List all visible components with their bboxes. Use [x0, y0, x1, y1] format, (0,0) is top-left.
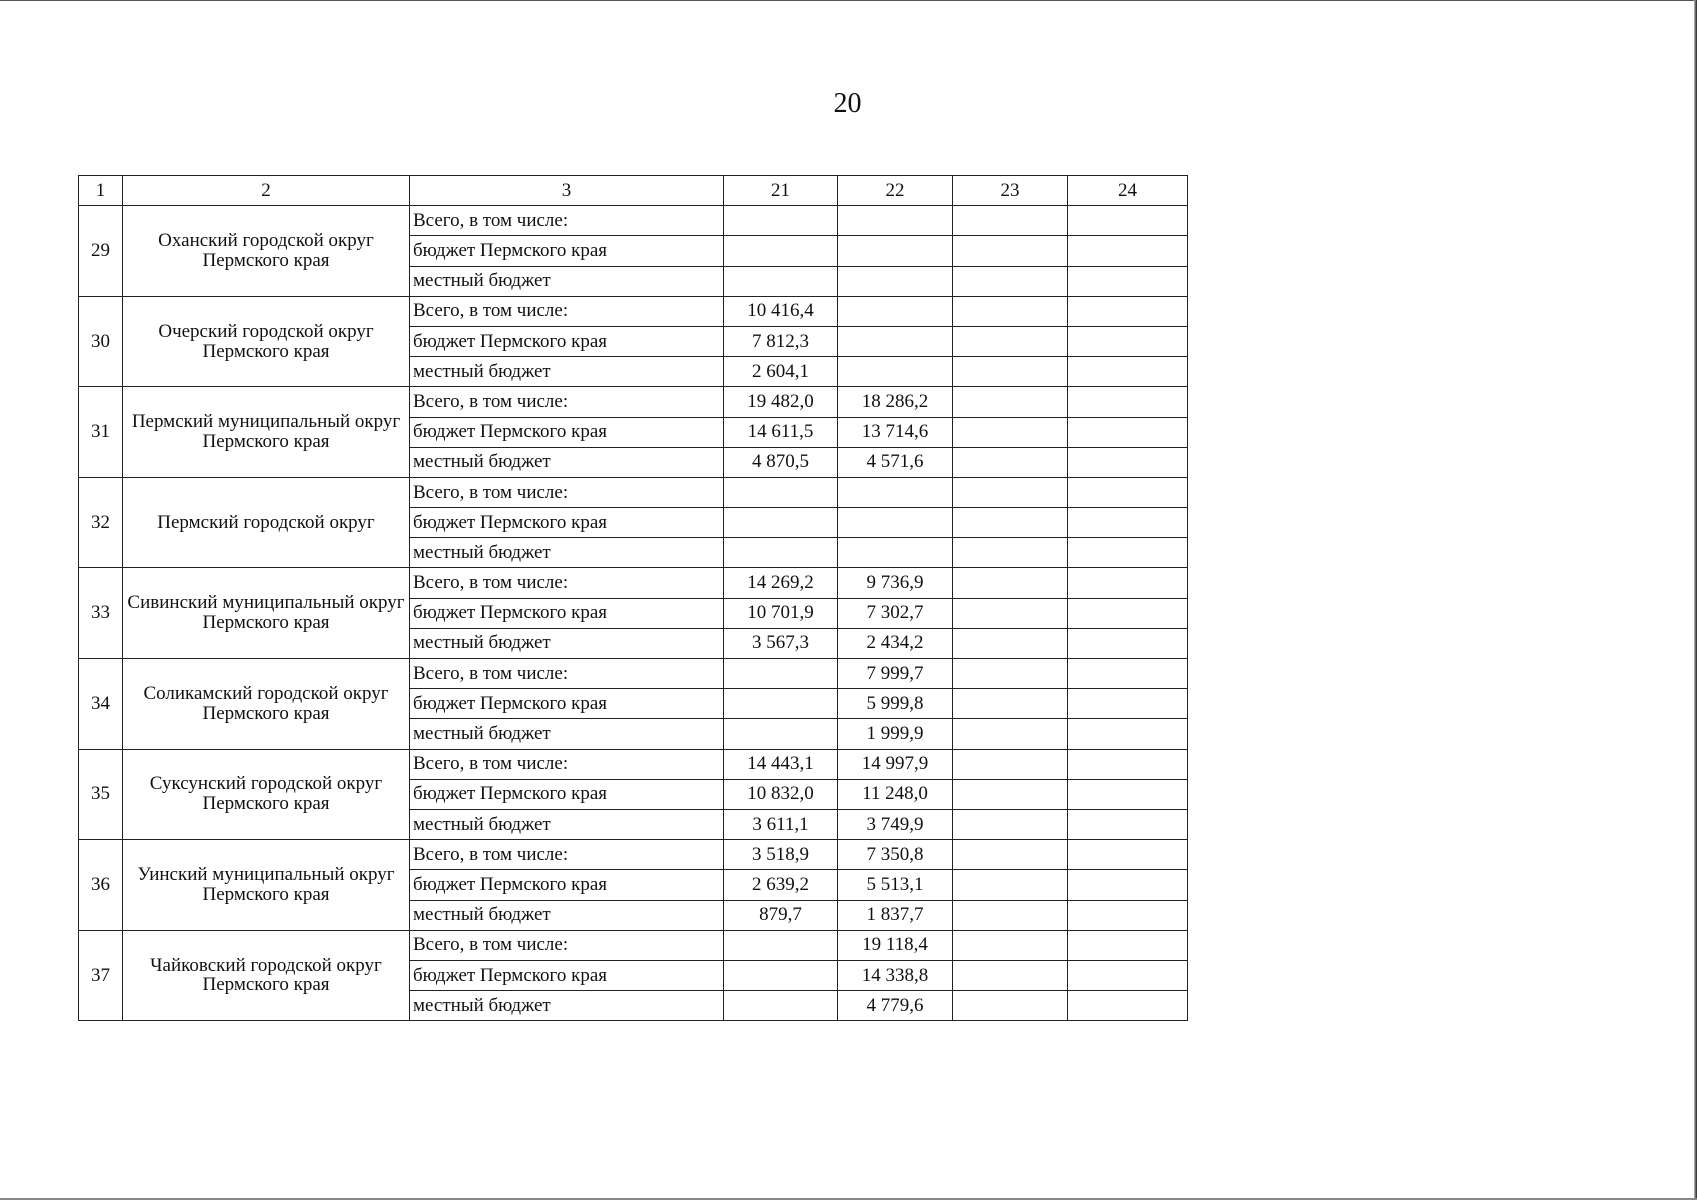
row-number-cell: 33 [79, 568, 123, 659]
value-cell-col-21: 14 269,2 [724, 568, 838, 598]
value-cell-col-21: 10 416,4 [724, 296, 838, 326]
value-cell-col-23 [953, 568, 1068, 598]
funding-source-cell: Всего, в том числе: [410, 749, 724, 779]
funding-source-cell: Всего, в том числе: [410, 568, 724, 598]
value-cell-col-23 [953, 447, 1068, 477]
header-cell-col-1: 1 [79, 176, 123, 206]
page-number: 20 [833, 88, 862, 119]
value-cell-col-24 [1068, 236, 1188, 266]
value-cell-col-22: 7 999,7 [838, 659, 953, 689]
value-cell-col-21 [724, 236, 838, 266]
header-cell-col-24: 24 [1068, 176, 1188, 206]
table-body [79, 176, 1188, 1021]
municipality-name-cell: Очерский городской округ Пермского края [123, 296, 410, 387]
funding-source-cell: местный бюджет [410, 809, 724, 839]
row-number-cell: 34 [79, 659, 123, 750]
value-cell-col-21: 14 611,5 [724, 417, 838, 447]
funding-source-cell: местный бюджет [410, 357, 724, 387]
row-number-cell: 30 [79, 296, 123, 387]
value-cell-col-22: 5 513,1 [838, 870, 953, 900]
funding-source-cell: бюджет Пермского края [410, 598, 724, 628]
value-cell-col-21 [724, 659, 838, 689]
value-cell-col-21: 4 870,5 [724, 447, 838, 477]
value-cell-col-22 [838, 266, 953, 296]
value-cell-col-23 [953, 991, 1068, 1021]
value-cell-col-23 [953, 779, 1068, 809]
value-cell-col-22: 4 779,6 [838, 991, 953, 1021]
value-cell-col-21: 2 639,2 [724, 870, 838, 900]
table-row [79, 749, 1188, 779]
value-cell-col-23 [953, 960, 1068, 990]
value-cell-col-21 [724, 930, 838, 960]
value-cell-col-21 [724, 477, 838, 507]
value-cell-col-23 [953, 628, 1068, 658]
municipality-name-cell: Чайковский городской округ Пермского края [123, 930, 410, 1021]
value-cell-col-23 [953, 266, 1068, 296]
value-cell-col-24 [1068, 719, 1188, 749]
value-cell-col-24 [1068, 296, 1188, 326]
funding-source-cell: бюджет Пермского края [410, 689, 724, 719]
value-cell-col-24 [1068, 991, 1188, 1021]
value-cell-col-22: 4 571,6 [838, 447, 953, 477]
value-cell-col-24 [1068, 266, 1188, 296]
value-cell-col-24 [1068, 628, 1188, 658]
value-cell-col-22: 14 338,8 [838, 960, 953, 990]
municipality-name-cell: Суксунский городской округ Пермского края [123, 749, 410, 840]
municipality-name-cell: Сивинский муниципальный округ Пермского края [123, 568, 410, 659]
value-cell-col-24 [1068, 568, 1188, 598]
value-cell-col-22: 5 999,8 [838, 689, 953, 719]
value-cell-col-22: 1 999,9 [838, 719, 953, 749]
value-cell-col-21: 879,7 [724, 900, 838, 930]
funding-source-cell: бюджет Пермского края [410, 960, 724, 990]
value-cell-col-24 [1068, 779, 1188, 809]
funding-source-cell: Всего, в том числе: [410, 296, 724, 326]
value-cell-col-24 [1068, 809, 1188, 839]
value-cell-col-22 [838, 538, 953, 568]
value-cell-col-23 [953, 236, 1068, 266]
value-cell-col-22 [838, 206, 953, 236]
value-cell-col-23 [953, 689, 1068, 719]
value-cell-col-22: 3 749,9 [838, 809, 953, 839]
municipality-name-cell: Пермский городской округ [123, 477, 410, 568]
municipality-name-cell: Соликамский городской округ Пермского края [123, 659, 410, 750]
value-cell-col-21: 10 701,9 [724, 598, 838, 628]
header-cell-col-23: 23 [953, 176, 1068, 206]
value-cell-col-24 [1068, 749, 1188, 779]
table-row [79, 387, 1188, 417]
header-cell-col-2: 2 [123, 176, 410, 206]
value-cell-col-24 [1068, 387, 1188, 417]
municipality-name-cell: Пермский муниципальный округ Пермского края [123, 387, 410, 478]
value-cell-col-21 [724, 508, 838, 538]
funding-source-cell: Всего, в том числе: [410, 659, 724, 689]
funding-source-cell: бюджет Пермского края [410, 870, 724, 900]
funding-source-cell: Всего, в том числе: [410, 930, 724, 960]
value-cell-col-24 [1068, 900, 1188, 930]
value-cell-col-24 [1068, 598, 1188, 628]
value-cell-col-23 [953, 870, 1068, 900]
value-cell-col-22 [838, 236, 953, 266]
funding-source-cell: местный бюджет [410, 628, 724, 658]
value-cell-col-24 [1068, 447, 1188, 477]
funding-source-cell: местный бюджет [410, 266, 724, 296]
funding-source-cell: бюджет Пермского края [410, 779, 724, 809]
value-cell-col-21: 3 611,1 [724, 809, 838, 839]
funding-source-cell: местный бюджет [410, 991, 724, 1021]
row-number-cell: 36 [79, 840, 123, 931]
value-cell-col-23 [953, 477, 1068, 507]
value-cell-col-23 [953, 930, 1068, 960]
funding-source-cell: бюджет Пермского края [410, 508, 724, 538]
value-cell-col-21 [724, 991, 838, 1021]
value-cell-col-24 [1068, 870, 1188, 900]
value-cell-col-23 [953, 387, 1068, 417]
value-cell-col-21: 10 832,0 [724, 779, 838, 809]
row-number-cell: 29 [79, 206, 123, 297]
funding-source-cell: местный бюджет [410, 719, 724, 749]
value-cell-col-24 [1068, 206, 1188, 236]
funding-source-cell: Всего, в том числе: [410, 840, 724, 870]
value-cell-col-22: 19 118,4 [838, 930, 953, 960]
value-cell-col-23 [953, 326, 1068, 356]
value-cell-col-22 [838, 357, 953, 387]
value-cell-col-24 [1068, 417, 1188, 447]
value-cell-col-21: 3 567,3 [724, 628, 838, 658]
value-cell-col-23 [953, 538, 1068, 568]
value-cell-col-21: 7 812,3 [724, 326, 838, 356]
funding-source-cell: Всего, в том числе: [410, 387, 724, 417]
value-cell-col-24 [1068, 840, 1188, 870]
header-cell-col-21: 21 [724, 176, 838, 206]
row-number-cell: 35 [79, 749, 123, 840]
municipality-name-cell: Уинский муниципальный округ Пермского края [123, 840, 410, 931]
table-row [79, 659, 1188, 689]
value-cell-col-22 [838, 326, 953, 356]
funding-source-cell: бюджет Пермского края [410, 417, 724, 447]
value-cell-col-23 [953, 357, 1068, 387]
row-number-cell: 37 [79, 930, 123, 1021]
table-row [79, 568, 1188, 598]
funding-source-cell: бюджет Пермского края [410, 326, 724, 356]
value-cell-col-22: 13 714,6 [838, 417, 953, 447]
value-cell-col-23 [953, 719, 1068, 749]
header-cell-col-3: 3 [410, 176, 724, 206]
table-row [79, 930, 1188, 960]
value-cell-col-23 [953, 508, 1068, 538]
value-cell-col-23 [953, 659, 1068, 689]
value-cell-col-23 [953, 840, 1068, 870]
budget-table [78, 175, 1188, 1021]
scan-edge-top [0, 0, 1697, 1]
row-number-cell: 31 [79, 387, 123, 478]
value-cell-col-23 [953, 809, 1068, 839]
value-cell-col-22: 7 302,7 [838, 598, 953, 628]
value-cell-col-24 [1068, 689, 1188, 719]
value-cell-col-24 [1068, 477, 1188, 507]
value-cell-col-24 [1068, 930, 1188, 960]
value-cell-col-21 [724, 960, 838, 990]
value-cell-col-22 [838, 508, 953, 538]
funding-source-cell: Всего, в том числе: [410, 206, 724, 236]
value-cell-col-21 [724, 266, 838, 296]
value-cell-col-24 [1068, 960, 1188, 990]
header-cell-col-22: 22 [838, 176, 953, 206]
value-cell-col-22: 18 286,2 [838, 387, 953, 417]
value-cell-col-24 [1068, 508, 1188, 538]
value-cell-col-24 [1068, 538, 1188, 568]
value-cell-col-22: 9 736,9 [838, 568, 953, 598]
value-cell-col-21 [724, 719, 838, 749]
table-row [79, 840, 1188, 870]
funding-source-cell: местный бюджет [410, 900, 724, 930]
value-cell-col-23 [953, 900, 1068, 930]
value-cell-col-23 [953, 749, 1068, 779]
value-cell-col-21: 14 443,1 [724, 749, 838, 779]
funding-source-cell: местный бюджет [410, 538, 724, 568]
table-row [79, 296, 1188, 326]
header-row [79, 176, 1188, 206]
value-cell-col-22 [838, 296, 953, 326]
value-cell-col-23 [953, 598, 1068, 628]
value-cell-col-24 [1068, 357, 1188, 387]
value-cell-col-21 [724, 689, 838, 719]
value-cell-col-22: 14 997,9 [838, 749, 953, 779]
value-cell-col-24 [1068, 659, 1188, 689]
value-cell-col-22 [838, 477, 953, 507]
table-row [79, 206, 1188, 236]
table-row [79, 477, 1188, 507]
value-cell-col-23 [953, 417, 1068, 447]
value-cell-col-22: 1 837,7 [838, 900, 953, 930]
funding-source-cell: местный бюджет [410, 447, 724, 477]
value-cell-col-21 [724, 538, 838, 568]
value-cell-col-21: 3 518,9 [724, 840, 838, 870]
value-cell-col-22: 11 248,0 [838, 779, 953, 809]
value-cell-col-23 [953, 296, 1068, 326]
value-cell-col-24 [1068, 326, 1188, 356]
funding-source-cell: Всего, в том числе: [410, 477, 724, 507]
municipality-name-cell: Оханский городской округ Пермского края [123, 206, 410, 297]
value-cell-col-21: 19 482,0 [724, 387, 838, 417]
value-cell-col-22: 2 434,2 [838, 628, 953, 658]
value-cell-col-22: 7 350,8 [838, 840, 953, 870]
funding-source-cell: бюджет Пермского края [410, 236, 724, 266]
row-number-cell: 32 [79, 477, 123, 568]
value-cell-col-21 [724, 206, 838, 236]
value-cell-col-21: 2 604,1 [724, 357, 838, 387]
value-cell-col-23 [953, 206, 1068, 236]
